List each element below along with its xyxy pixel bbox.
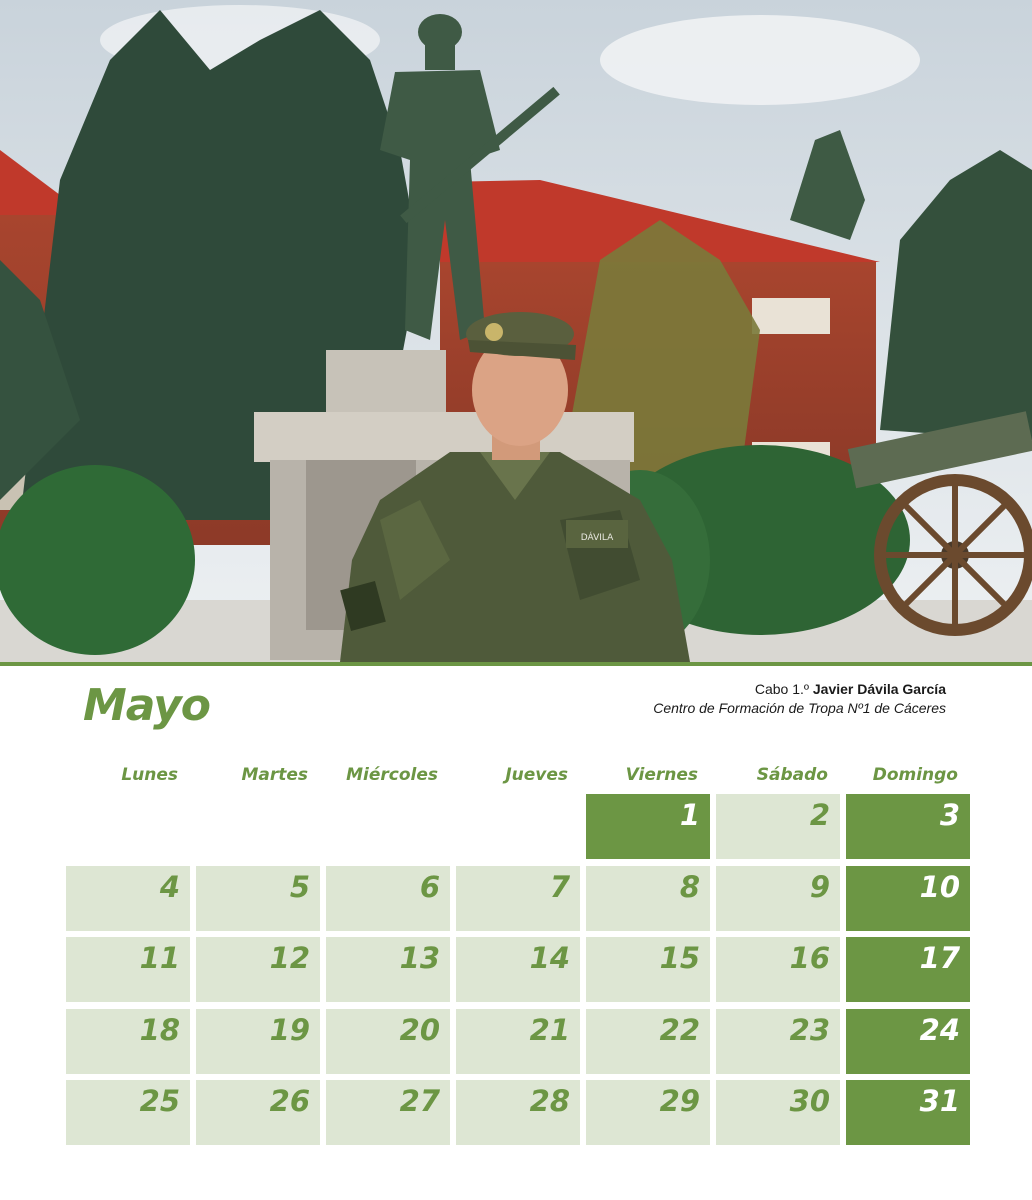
day-number: 6 bbox=[419, 869, 440, 904]
day-cell bbox=[716, 1009, 840, 1074]
day-number: 4 bbox=[159, 869, 180, 904]
day-number: 14 bbox=[529, 941, 570, 975]
day-number: 1 bbox=[679, 798, 700, 832]
day-number: 26 bbox=[269, 1084, 310, 1118]
day-cell bbox=[846, 937, 970, 1002]
month-title: Mayo bbox=[83, 680, 211, 731]
day-cell bbox=[716, 1080, 840, 1145]
day-cell bbox=[456, 1009, 580, 1074]
day-cell bbox=[846, 794, 970, 859]
day-cell bbox=[586, 1080, 710, 1145]
day-number: 10 bbox=[919, 869, 960, 904]
day-cell bbox=[716, 937, 840, 1002]
day-number: 20 bbox=[399, 1012, 440, 1047]
day-cell bbox=[326, 937, 450, 1002]
day-cell bbox=[586, 937, 710, 1002]
day-number: 23 bbox=[789, 1012, 830, 1047]
photo-divider bbox=[0, 662, 1032, 666]
day-cell bbox=[196, 1009, 320, 1074]
day-cell bbox=[586, 866, 710, 931]
weekday-label: Jueves bbox=[505, 765, 568, 785]
weekday-label: Domingo bbox=[872, 765, 958, 785]
day-number: 2 bbox=[809, 798, 830, 832]
day-cell bbox=[66, 866, 190, 931]
weekday-label: Martes bbox=[241, 765, 308, 785]
day-cell bbox=[716, 794, 840, 859]
day-number: 18 bbox=[139, 1012, 180, 1047]
day-cell bbox=[196, 937, 320, 1002]
day-number: 7 bbox=[549, 869, 570, 904]
calendar-grid bbox=[66, 794, 970, 1146]
day-cell bbox=[846, 1009, 970, 1074]
day-number: 31 bbox=[919, 1084, 960, 1118]
day-number: 19 bbox=[269, 1012, 310, 1047]
day-number: 5 bbox=[289, 869, 310, 904]
day-cell bbox=[716, 866, 840, 931]
day-number: 27 bbox=[399, 1084, 440, 1118]
caption-rank: Cabo 1.º bbox=[754, 681, 809, 697]
day-cell bbox=[456, 937, 580, 1002]
day-cell bbox=[66, 1009, 190, 1074]
day-cell bbox=[586, 1009, 710, 1074]
day-number: 8 bbox=[679, 869, 700, 904]
caption-name-line bbox=[653, 680, 946, 699]
day-cell bbox=[326, 866, 450, 931]
day-number: 30 bbox=[789, 1084, 830, 1118]
day-number: 16 bbox=[789, 941, 830, 975]
weekday-label: Viernes bbox=[625, 765, 698, 785]
day-number: 11 bbox=[139, 941, 180, 975]
day-number: 29 bbox=[659, 1084, 700, 1118]
day-cell bbox=[326, 1009, 450, 1074]
day-cell bbox=[326, 1080, 450, 1145]
day-cell bbox=[66, 1080, 190, 1145]
day-cell bbox=[846, 1080, 970, 1145]
day-cell bbox=[846, 866, 970, 931]
day-number: 3 bbox=[939, 798, 960, 832]
day-number: 22 bbox=[659, 1012, 700, 1047]
day-number: 17 bbox=[919, 941, 960, 975]
day-cell bbox=[456, 866, 580, 931]
day-cell bbox=[586, 794, 710, 859]
day-number: 28 bbox=[529, 1084, 570, 1118]
caption-unit: Centro de Formación de Tropa Nº1 de Cáceres bbox=[653, 700, 946, 716]
day-number: 25 bbox=[139, 1084, 180, 1118]
day-number: 21 bbox=[529, 1012, 570, 1047]
photo-caption bbox=[653, 680, 946, 718]
day-cell bbox=[196, 866, 320, 931]
day-number: 24 bbox=[919, 1012, 960, 1047]
weekday-label: Miércoles bbox=[346, 765, 438, 785]
weekday-header bbox=[66, 765, 970, 789]
day-number: 12 bbox=[269, 941, 310, 975]
day-number: 9 bbox=[809, 869, 830, 904]
day-cell bbox=[196, 1080, 320, 1145]
weekday-label: Lunes bbox=[121, 765, 178, 785]
day-number: 15 bbox=[659, 941, 700, 975]
uniform-name-tag: DÁVILA bbox=[580, 533, 614, 543]
day-cell bbox=[456, 1080, 580, 1145]
caption-name: Javier Dávila García bbox=[812, 681, 946, 697]
weekday-label: Sábado bbox=[756, 765, 828, 785]
day-number: 13 bbox=[399, 941, 440, 975]
day-cell bbox=[66, 937, 190, 1002]
